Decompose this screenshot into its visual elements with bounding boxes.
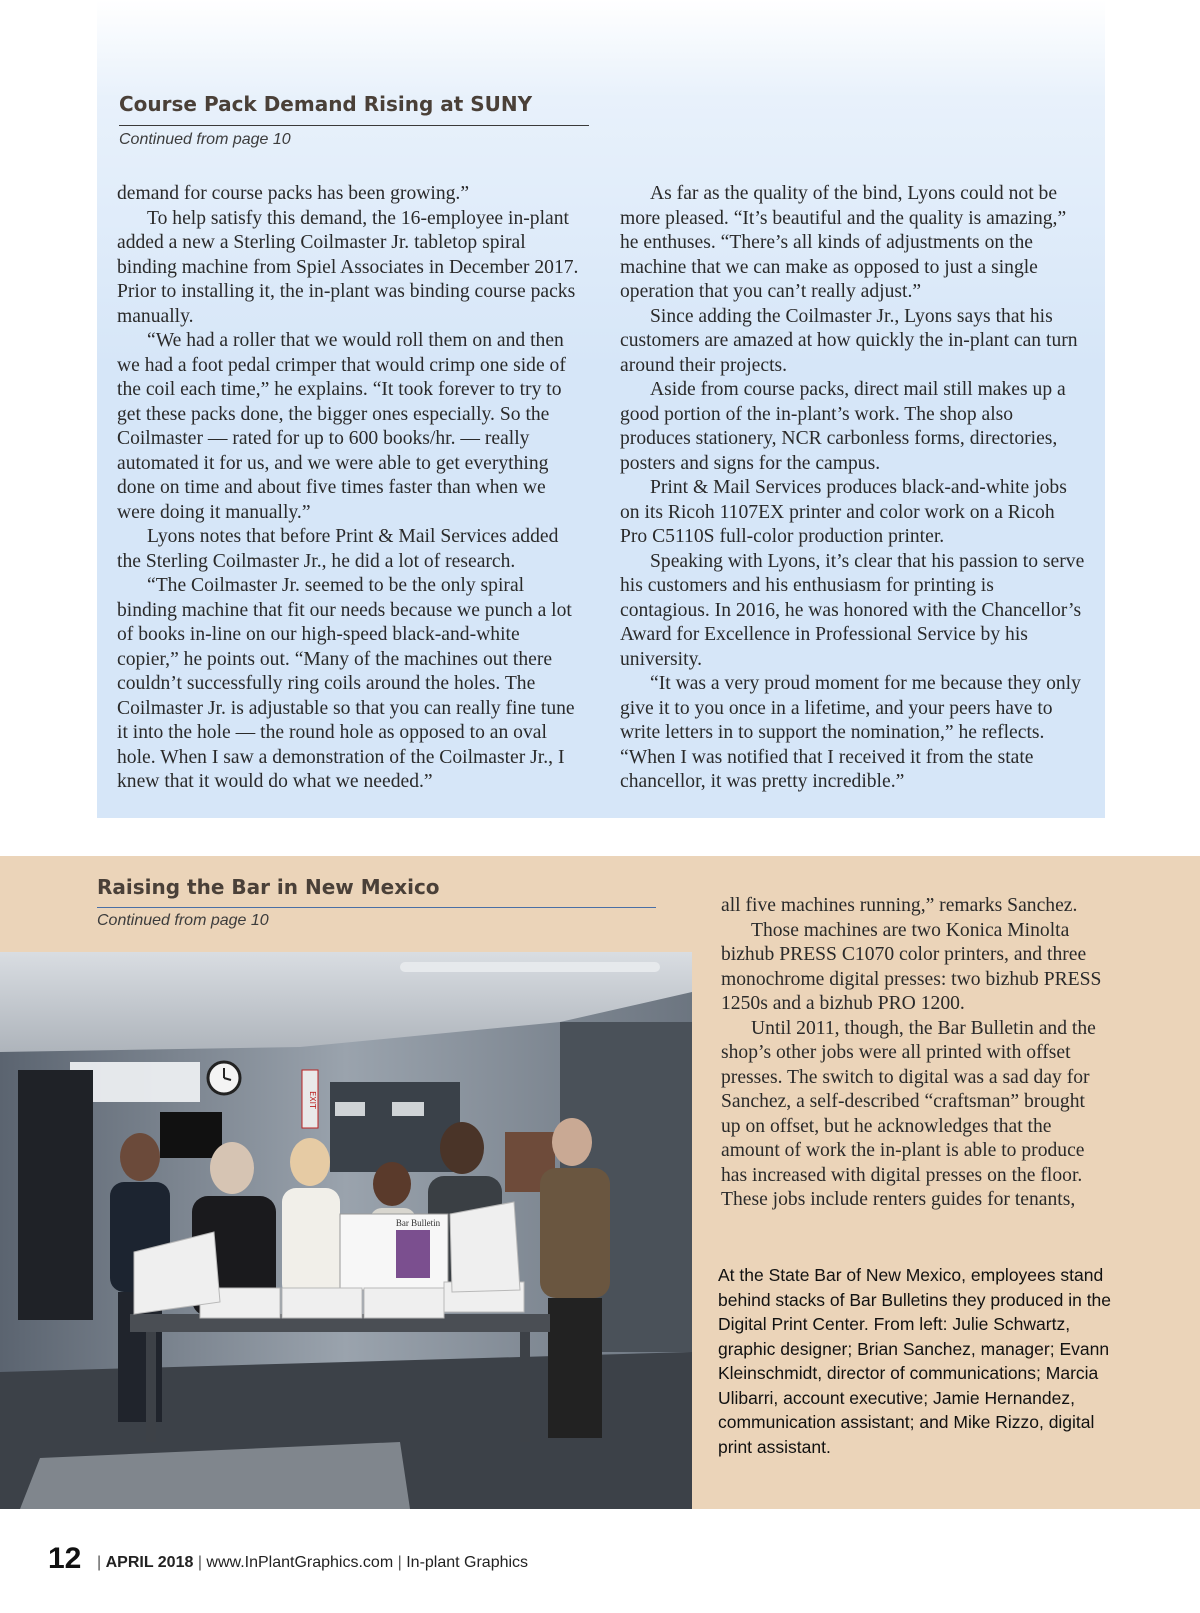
footer-separator: | [197,1554,202,1571]
paragraph: all five machines running,” remarks Sanchez. [721,895,1078,916]
nm-continued-note: Continued from page 10 [97,912,269,929]
nm-headline-rule [97,907,656,908]
paragraph: Speaking with Lyons, it’s clear that his passion to serve his customers and his enthusiasm for printing is contagious. In 2016, he was honored with the Chancellor’s Award for Excellence in Professional Service by his university. [620,550,1085,670]
suny-column-left [117,182,582,795]
nm-headline: Raising the Bar in New Mexico [97,875,440,899]
suny-headline: Course Pack Demand Rising at SUNY [119,92,533,116]
footer-publication: In-plant Graphics [406,1554,529,1571]
photo-illustration [0,952,692,1509]
paragraph: As far as the quality of the bind, Lyons could not be more pleased. “It’s beautiful and the quality is amazing,” he enthuses. “There’s all kinds of adjustments on the machine that we can make as opposed to just a single operation that you can’t really adjust.” [620,183,1067,302]
page-number: 12 [48,1542,82,1575]
footer-website-link[interactable]: www.InPlantGraphics.com [206,1554,394,1571]
paragraph: Print & Mail Services produces black-and-white jobs on its Ricoh 1107EX printer and color work on a Ricoh Pro C5110S full-color production printer. [620,477,1067,547]
exit-sign-text: EXIT [308,1091,317,1109]
paragraph: “The Coilmaster Jr. seemed to be the only spiral binding machine that fit our needs because we punch a lot of books in-line on our high-speed black-and-white copier,” he points out. “Many of the machines out there couldn’t successfully ring coils around the holes. The Coilmaster Jr. is adjustable so that you can really fine tune it into the hole — the round hole as opposed to an oval hole. When I saw a demonstration of the Coilmaster Jr., I knew that it would do what we needed.” [117,575,575,792]
suny-column-right [620,182,1086,795]
newspaper-title: Bar Bulletin [395,1218,441,1228]
suny-headline-rule [119,125,589,126]
footer-separator: | [397,1554,402,1571]
staff-group-photo [0,952,692,1509]
paragraph: To help satisfy this demand, the 16-employee in-plant added a new a Sterling Coilmaster Jr. tabletop spiral binding machine from Spiel Associates in December 2017. Prior to installing it, the in-plant was binding course packs manually. [117,207,579,327]
paragraph: “We had a roller that we would roll them on and then we had a foot pedal crimper that would crimp one side of the coil each time,” he explains. “It took forever to try to get these packs done, the bigger ones especially. So the Coilmaster — rated for up to 600 books/hr. — really automated it for us, and we were able to get everything done on time and about five times faster than when we were doing it manually.” [117,330,566,523]
footer [97,1554,528,1572]
footer-separator: | [97,1554,102,1571]
paragraph: Lyons notes that before Print & Mail Services added the Sterling Coilmaster Jr., he did a lot of research. [117,526,559,572]
paragraph: Until 2011, though, the Bar Bulletin and the shop’s other jobs were all printed with offset presses. The switch to digital was a sad day for Sanchez, a self-described “craftsman” brought up on offset, but he acknowledges that the amount of work the in-plant is able to produce has increased with digital presses on the floor. These jobs include renters guides for tenants, [721,1017,1096,1210]
nm-column-text [721,894,1105,1213]
photo-caption: At the State Bar of New Mexico, employees stand behind stacks of Bar Bulletins they produced in the Digital Print Center. From left: Julie Schwartz, graphic designer; Brian Sanchez, manager; Evann Kleinschmidt, director of communications; Marcia Ulibarri, account executive; Jamie Hernandez, communication assistant; and Mike Rizzo, digital print assistant. [718,1265,1112,1457]
paragraph: Aside from course packs, direct mail still makes up a good portion of the in-plant’s work. The shop also produces stationery, NCR carbonless forms, directories, posters and signs for the campus. [620,379,1066,474]
paragraph: Those machines are two Konica Minolta bizhub PRESS C1070 color printers, and three monochrome digital presses: two bizhub PRESS 1250s and a bizhub PRO 1200. [721,919,1102,1014]
paragraph: “It was a very proud moment for me because they only give it to you once in a lifetime, and your peers have to write letters in to support the nomination,” he reflects. “When I was notified that I received it from the state chancellor, it was pretty incredible.” [620,673,1081,792]
paragraph: Since adding the Coilmaster Jr., Lyons says that his customers are amazed at how quickly the in-plant can turn around their projects. [620,305,1078,376]
footer-date: APRIL 2018 [105,1554,194,1571]
paragraph: demand for course packs has been growing.” [117,183,470,204]
suny-continued-note: Continued from page 10 [119,131,291,148]
